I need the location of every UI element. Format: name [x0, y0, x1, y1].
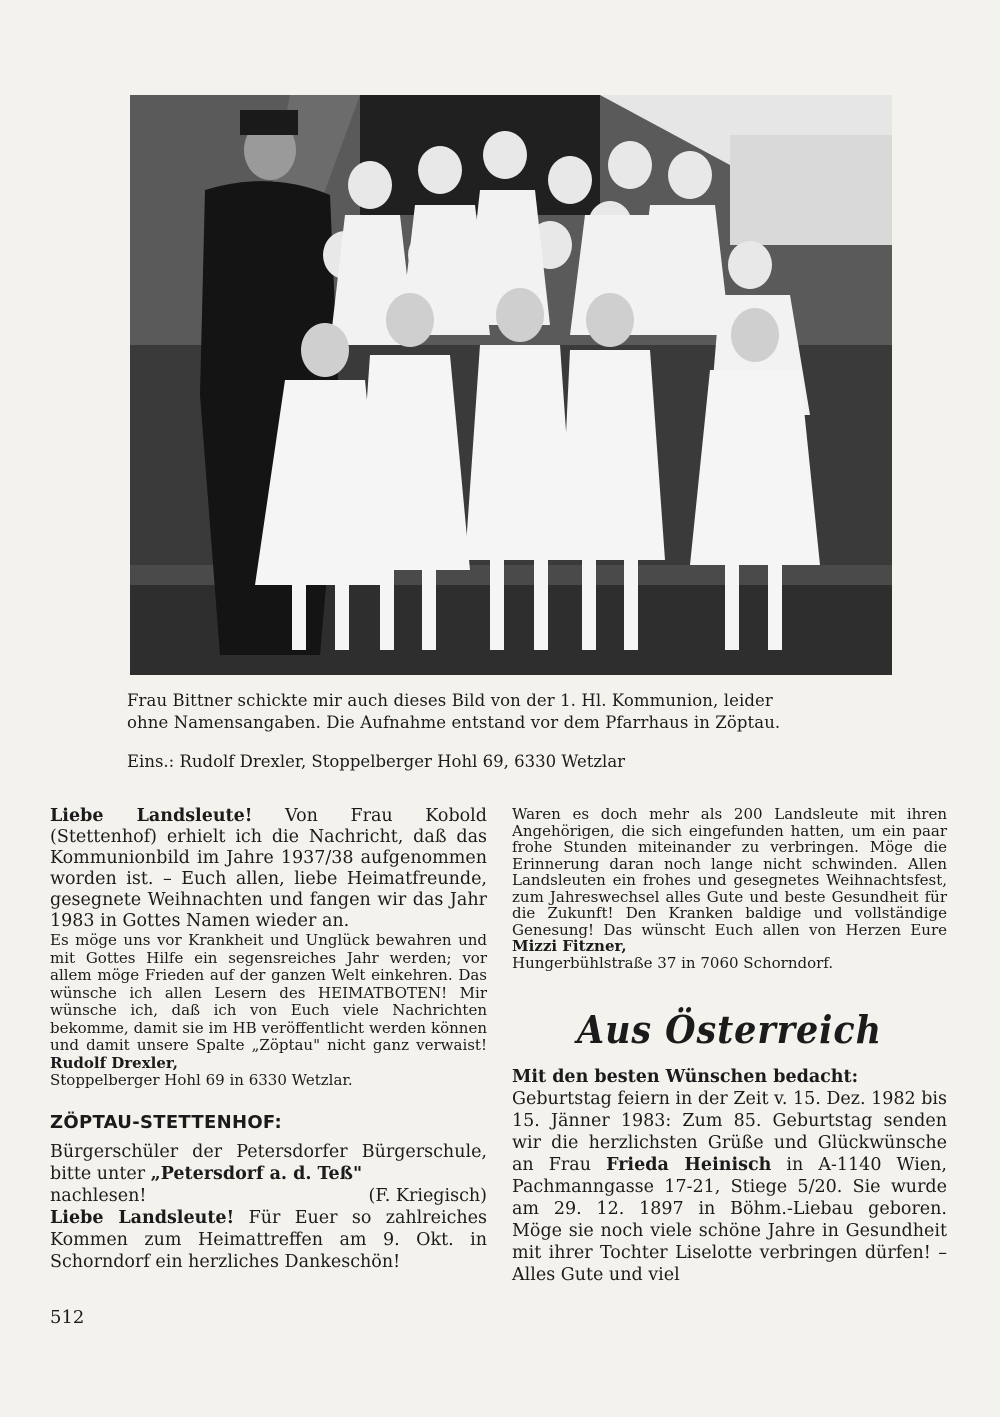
left-p4-text: Für Euer so zahlreiches Kommen zum Heimattreffen am 9. Okt. in Schorndorf ein herzliches Dankeschön!: [50, 1207, 487, 1272]
left-p3-end: nachlesen!: [50, 1185, 147, 1206]
right-p2-text-b: in A-1140 Wien, Pachmanngasse 17-21, Stiege 5/20. Sie wurde am 29. 12. 1897 in Böhm.-Liebau geboren. Möge sie noch viele schöne Jahre in Gesundheit mit ihrer Tochter Liselotte verbringen dürfen! – Alles Gute und viel: [512, 1155, 948, 1285]
left-p3-bold: „Petersdorf a. d. Teß": [150, 1163, 363, 1184]
right-p2-text-a: Geburtstag feiern in der Zeit v. 15. Dez. 1982 bis 15. Jänner 1983: Zum 85. Geburtstag senden wir die herzlichsten Grüße und Glückwünsche an Frau: [512, 1089, 947, 1175]
left-p2-address: Stoppelberger Hohl 69 in 6330 Wetzlar.: [50, 1071, 353, 1089]
right-paragraph-2: [512, 1088, 947, 1286]
left-p1-text: Von Frau Kobold (Stettenhof) erhielt ich die Nachricht, daß das Kommunionbild im Jahre 1937/38 aufgenommen worden ist. – Euch allen, liebe Heimatfreunde, gesegnete Weihnachten und fangen wir das Jahr 1983 in Gottes Namen wieder an.: [50, 806, 487, 931]
left-p4-lead: Liebe Landsleute!: [50, 1207, 235, 1228]
left-column: [50, 806, 487, 1273]
section-title-oesterreich: Aus Österreich: [577, 1007, 882, 1052]
photo-credit: Eins.: Rudolf Drexler, Stoppelberger Hohl 69, 6330 Wetzlar: [127, 752, 626, 771]
left-p3-sign: (F. Kriegisch): [368, 1185, 487, 1206]
photo-caption: [127, 690, 897, 734]
left-p2-text: Es möge uns vor Krankheit und Unglück bewahren und mit Gottes Hilfe ein segensreiches Jahr werden; vor allem möge Frieden auf der ganzen Welt einkehren. Das wünsche ich allen Lesern des HEIMATBOTEN! Mir wünsche ich, daß ich von Euch viele Nachrichten bekomme, damit sie im HB veröffentlicht werden können und damit unsere Spalte „Zöptau" nicht ganz verwaist!: [50, 931, 487, 1054]
left-p1-lead: Liebe Landsleute!: [50, 806, 253, 826]
right-p1-address: Hungerbühlstraße 37 in 7060 Schorndorf.: [512, 953, 834, 972]
left-paragraph-1: [50, 806, 487, 932]
left-paragraph-4: [50, 1207, 487, 1273]
group-photo-icon: [130, 95, 892, 675]
right-p1-bold: Mizzi Fitzner,: [512, 937, 627, 955]
right-subhead: Mit den besten Wünschen bedacht:: [512, 1067, 859, 1087]
right-p2-bold: Frieda Heinisch: [606, 1155, 772, 1175]
left-p2-signature: Rudolf Drexler,: [50, 1053, 178, 1072]
left-p3-signline: [50, 1185, 487, 1207]
communion-group-photo: [130, 95, 892, 675]
caption-line-2: ohne Namensangaben. Die Aufnahme entstand vor dem Pfarrhaus in Zöptau.: [127, 713, 781, 732]
left-p3-text: Bürgerschüler der Petersdorfer Bürgerschule, bitte unter: [50, 1141, 487, 1184]
left-paragraph-3: [50, 1141, 487, 1185]
right-p1-text: Waren es doch mehr als 200 Landsleute mit ihren Angehörigen, die sich eingefunden hatten, um ein paar frohe Stunden miteinander zu verbringen. Möge die Erinnerung daran noch lange nicht schwinden. Allen Landsleuten ein frohes und gesegnetes Weihnachtsfest, zum Jahreswechsel alles Gute und beste Gesundheit für die Zukunft! Den Kranken baldige und vollständige Genesung! Das wünscht Euch allen von Herzen Eure: [512, 805, 947, 939]
section-heading-zoeptau: ZÖPTAU-STETTENHOF:: [50, 1111, 283, 1133]
right-column: [512, 806, 947, 1286]
left-paragraph-2: [50, 932, 487, 1090]
page-number: 512: [50, 1307, 85, 1328]
right-paragraph-1: [512, 806, 947, 971]
caption-line-1: Frau Bittner schickte mir auch dieses Bild von der 1. Hl. Kommunion, leider: [127, 691, 773, 710]
